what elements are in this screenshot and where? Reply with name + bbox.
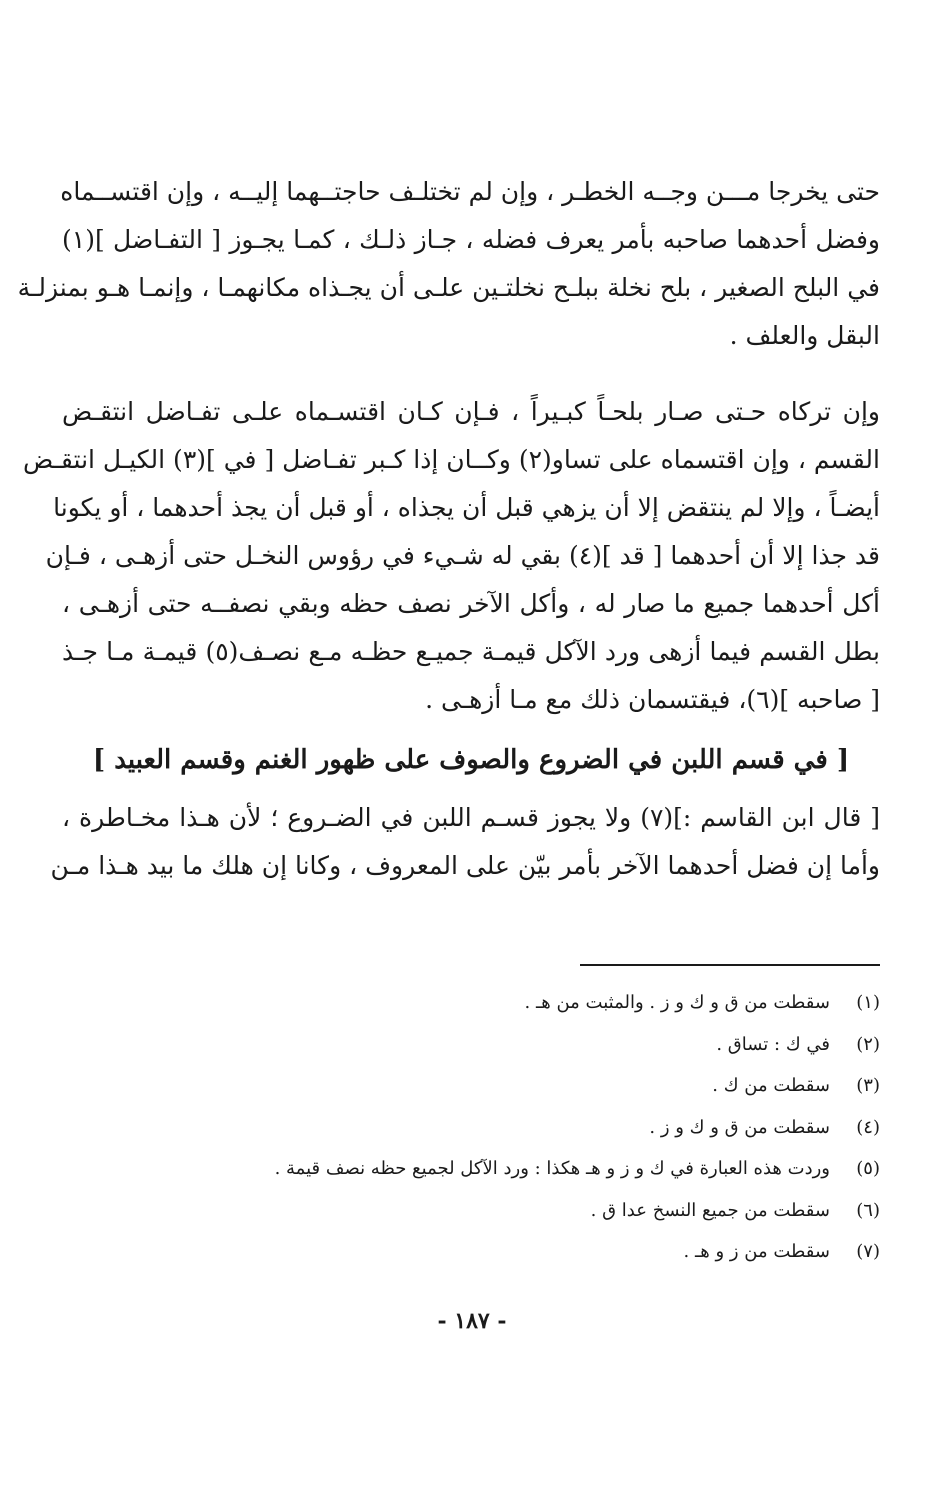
text-line: وأما إن فضل أحدهما الآخر بأمر بيّن على المعروف ، وكانا إن هلك ما بيد هـذا مـن bbox=[50, 851, 880, 880]
footnote-number: (٦) bbox=[856, 1199, 880, 1221]
text-line: أيضـاً ، وإلا لم ينتقض إلا أن يزهي قبل أن يجذاه ، أو قبل أن يجذ أحدهما ، أو يكونا bbox=[53, 493, 880, 522]
text-line: حتى يخرجا مـــن وجــه الخطـر ، وإن لم تختلـف حاجتــهما إليــه ، وإن اقتســماه bbox=[60, 177, 880, 206]
footnote-text: سقطت من ك . bbox=[712, 1075, 830, 1096]
footnote-item bbox=[62, 1024, 880, 1066]
section-heading: [ في قسم اللبن في الضروع والصوف على ظهور الغنم وقسم العبيد ] bbox=[92, 745, 850, 775]
text-line: قد جذا إلا أن أحدهما [ قد ](٤) بقي له شـيء في رؤوس النخـل حتى أزهـى ، فـإن bbox=[45, 541, 880, 570]
paragraph-1 bbox=[17, 168, 880, 360]
paragraph-gap bbox=[62, 360, 880, 388]
footnote-item bbox=[62, 1190, 880, 1232]
footnote-item bbox=[62, 982, 880, 1024]
footnote-text: سقطت من ق و ك و ز . والمثبت من هـ . bbox=[524, 992, 830, 1013]
text-line: بطل القسم فيما أزهى ورد الآكل قيمـة جميـع حظـه مـع نصـف(٥) قيمـة مـا جـذ bbox=[62, 637, 880, 666]
page-number: - ١٨٧ - bbox=[437, 1308, 507, 1334]
text-line: أكل أحدهما جميع ما صار له ، وأكل الآخر نصف حظه وبقي نصفــه حتى أزهـى ، bbox=[62, 589, 880, 618]
text-line: [ صاحبه ](٦)، فيقتسمان ذلك مع مـا أزهـى . bbox=[425, 685, 880, 714]
text-line: البقل والعلف . bbox=[729, 321, 880, 350]
footnote-text: سقطت من جميع النسخ عدا ق . bbox=[590, 1199, 830, 1221]
text-line: في البلح الصغير ، بلح نخلة ببلـح نخلتـين علـى أن يجـذاه مكانهمـا ، وإنمـا هـو بمنزلـة bbox=[17, 273, 880, 302]
footnote-item bbox=[62, 1107, 880, 1149]
footnote-text: سقطت من ق و ك و ز . bbox=[649, 1116, 830, 1138]
footnote-separator bbox=[580, 964, 880, 966]
footnote-item bbox=[62, 1065, 880, 1107]
footnote-number: (٥) bbox=[856, 1158, 880, 1179]
footnote-number: (١) bbox=[856, 992, 880, 1013]
paragraph-2 bbox=[22, 388, 880, 724]
footnote-number: (٢) bbox=[856, 1033, 880, 1055]
text-line: القسم ، وإن اقتسماه على تساو(٢) وكــان إذا كـبر تفـاضل [ في ](٣) الكيـل انتقـض bbox=[22, 445, 880, 474]
text-line: [ قال ابن القاسم :](٧) ولا يجوز قسـم اللبن في الضـروع ؛ لأن هـذا مخـاطرة ، bbox=[62, 803, 880, 832]
footnote-text: في ك : تساق . bbox=[716, 1033, 830, 1055]
text-line: وفضل أحدهما صاحبه بأمر يعرف فضله ، جـاز ذلـك ، كمـا يجـوز [ التفـاضل ](١) bbox=[62, 225, 880, 254]
footnote-item bbox=[62, 1231, 880, 1273]
footnote-number: (٣) bbox=[856, 1075, 880, 1096]
main-text bbox=[17, 168, 880, 890]
footnotes bbox=[62, 982, 880, 1273]
text-line: وإن تركاه حـتى صـار بلحـاً كبـيراً ، فـإن كـان اقتسـماه علـى تفـاضل انتقـض bbox=[62, 397, 880, 426]
footnote-number: (٧) bbox=[856, 1241, 880, 1262]
footnote-text: وردت هذه العبارة في ك و ز و هـ هكذا : ورد الآكل لجميع حظه نصف قيمة . bbox=[274, 1158, 830, 1179]
footnote-text: سقطت من ز و هـ . bbox=[683, 1241, 830, 1262]
paragraph-3 bbox=[50, 794, 880, 890]
footnote-item bbox=[62, 1148, 880, 1190]
footnote-number: (٤) bbox=[856, 1116, 880, 1138]
